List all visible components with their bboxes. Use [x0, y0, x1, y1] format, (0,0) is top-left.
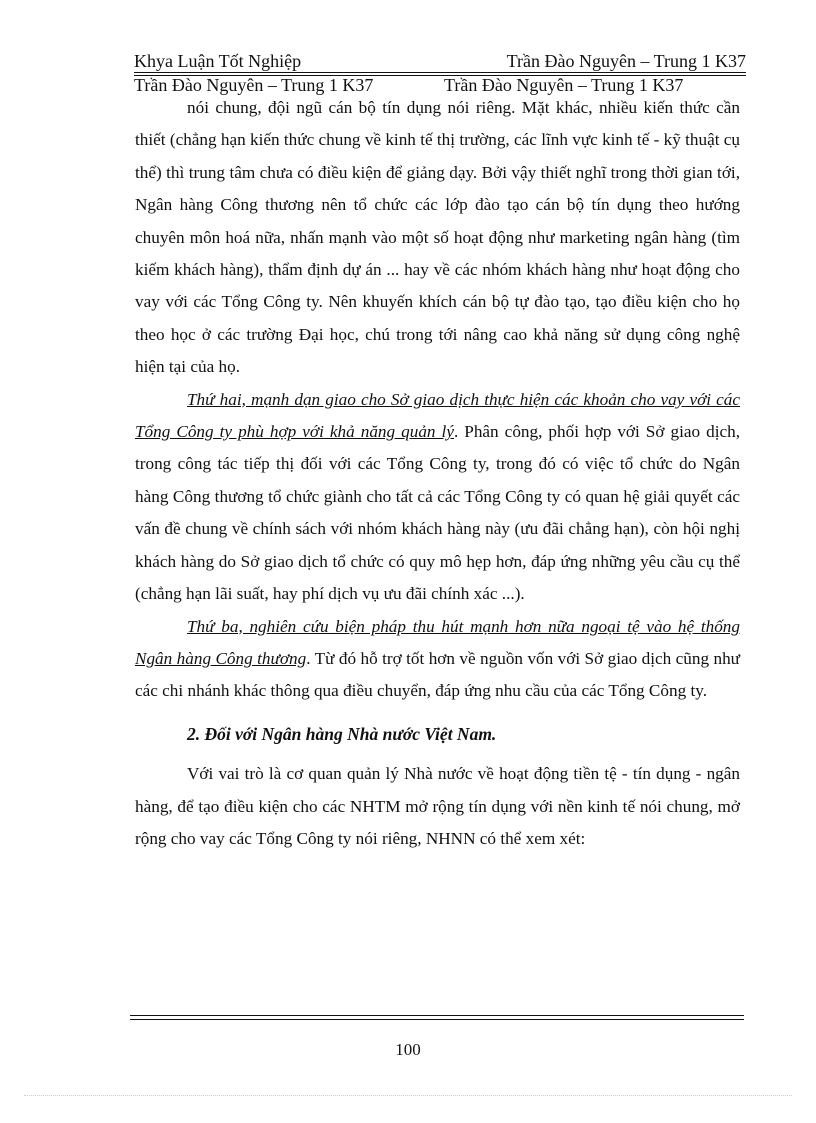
third-point-text: . Từ đó hỗ trợ tốt hơn về nguồn vốn với Sở giao dịch cũng như các chi nhánh khác thông qua điều chuyển, đáp ứng nhu cầu của các Tổng Công ty. — [135, 648, 740, 701]
running-header — [134, 50, 746, 72]
header-thesis-title: Khya Luận Tốt Nghiệp — [134, 51, 302, 71]
footer-rule-top — [130, 1015, 744, 1016]
header-rule-top — [134, 72, 746, 73]
page-number: 100 — [395, 1040, 421, 1059]
section-heading: 2. Đối với Ngân hàng Nhà nước Việt Nam. — [187, 723, 497, 744]
paragraph-training: nói chung, đội ngũ cán bộ tín dụng nói riêng. Mặt khác, nhiều kiến thức cần thiết (chẳng hạn kiến thức chung về kinh tế thị trường, các lĩnh vực kinh tế - kỹ thuật cụ thể) thì trung tâm chưa có điều kiện để giảng dạy. Bởi vậy thiết nghĩ trong thời gian tới, Ngân hàng Công thương nên tổ chức các lớp đào tạo cán bộ tín dụng theo hướng chuyên môn hoá nữa, nhấn mạnh vào một số hoạt động như marketing ngân hàng (tìm kiếm khách hàng), thẩm định dự án ... hay về các nhóm khách hàng như hoạt động cho vay với các Tổng Công ty. Nên khuyến khích cán bộ tự đào tạo, tạo điều kiện cho họ theo học ở các trường Đại học, chú trong tới nâng cao khả năng sử dụng công nghệ hiện tại của họ. — [135, 98, 741, 377]
second-point-text: . Phân công, phối hợp với Sở giao dịch, trong công tác tiếp thị đối với các Tổng Công ty, trong đó có việc tổ chức do Ngân hàng Công thương tổ chức giành cho tất cả các Tổng Công ty có quan hệ giải quyết các vấn đề chung về chính sách với nhóm khách hàng này (ưu đãi chẳng hạn), còn hội nghị khách hàng do Sở giao dịch tổ chức có quy mô hẹp hơn, đáp ứng những yêu cầu cụ thể (chẳng hạn lãi suất, hay phí dịch vụ ưu đãi chính xác ...). — [135, 422, 740, 604]
header-author-repeat-2: Trần Đào Nguyên – Trung 1 K37 — [444, 75, 684, 95]
third-point-emphasis: Thứ ba, nghiên cứu biện pháp thu hút mạnh hơn nữa ngoại tệ vào hệ thống Ngân hàng Công thương — [135, 616, 740, 668]
header-author-repeat-1: Trần Đào Nguyên – Trung 1 K37 — [134, 75, 374, 95]
paragraph-second-point — [135, 384, 740, 611]
page-body — [135, 92, 740, 855]
footer-rule-bottom — [130, 1019, 744, 1020]
paragraph-state-bank: Với vai trò là cơ quan quản lý Nhà nước về hoạt động tiền tệ - tín dụng - ngân hàng, để tạo điều kiện cho các NHTM mở rộng tín dụng với nền kinh tế nói chung, mở rộng cho vay các Tổng Công ty nói riêng, NHNN có thể xem xét: — [135, 764, 740, 848]
paragraph-third-point — [135, 611, 740, 708]
second-point-emphasis: Thứ hai, mạnh dạn giao cho Sở giao dịch thực hiện các khoản cho vay với các Tổng Công ty phù hợp với khả năng quản lý — [135, 389, 740, 442]
page-edge-dotted-line — [24, 1095, 792, 1096]
header-author: Trần Đào Nguyên – Trung 1 K37 — [506, 51, 746, 71]
